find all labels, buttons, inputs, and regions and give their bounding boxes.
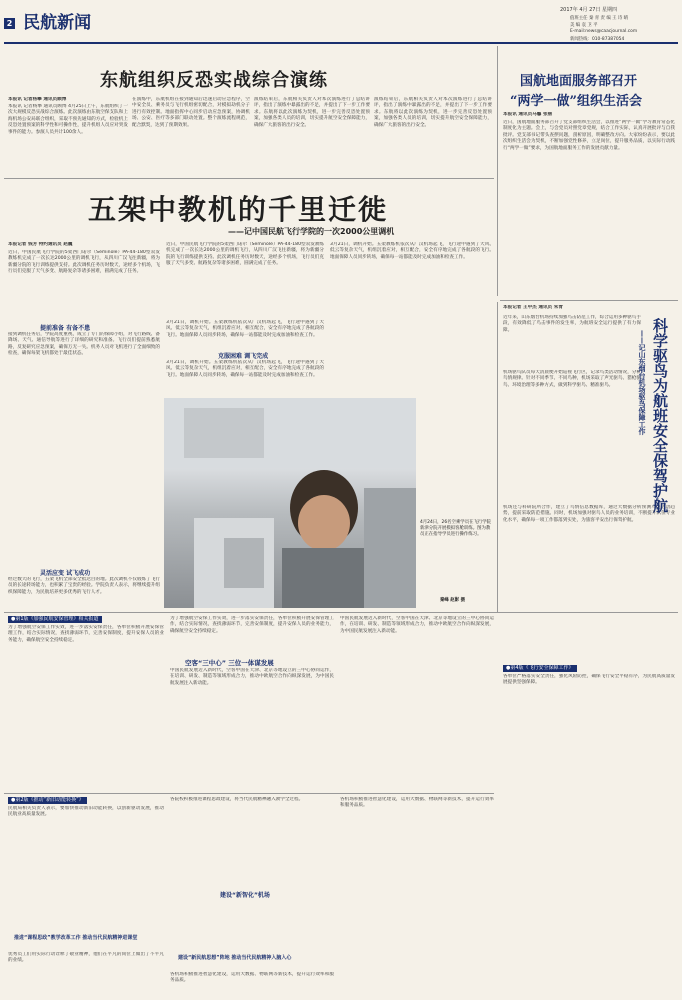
drill-byline: 本报讯 记者杨攀 通讯员顾博 (8, 97, 67, 102)
feature-sub3-body: 经过数天的飞行，五架飞机全部安全抵达目的地。此次调机不仅锻炼了飞行员的长途转场能力，也积累了宝贵的经验。学院负责人表示，将继续提升组织保障能力，为民航培养更多优秀的飞行人才。 (8, 577, 160, 595)
box2-body: 民航局相关负责人表示，要加快推动新旧动能转换，以创新驱动发展，推动民航业高质量发展。 (8, 806, 164, 818)
sci-subheadline: ——记山东烟台机场驱鸟保障工作 (638, 330, 646, 435)
feature-byline: 本报记者 钱芳 特约通讯员 赵巍 (8, 242, 73, 247)
divider-vertical-right (497, 46, 498, 296)
mid-col2: 中国民航发展迈入新时代，空客中国在天津、北京等地设立的三中心协同运作，在培训、研发、制造等领域形成合力，推动中欧航空合作向纵深发展，为中国民航发展注入新动能。 (340, 616, 494, 634)
divider-vertical-mid (497, 302, 498, 612)
bottom-center-body: 各院校积极推进课程思政建设，将当代民航精神融入教学全过程。 (170, 797, 304, 802)
box-right-body: 各单位严格落实安全责任，强化风险防控，确保飞行安全平稳有序，为民航高质量发展提供坚强保障。 (503, 674, 675, 686)
page-number-badge: 2 (4, 18, 15, 29)
bottom-left-body: 优秀员工们用实际行动诠释了敬业精神，他们在平凡的岗位上做出了不平凡的业绩。 (8, 952, 164, 964)
feature-headline: 五架中教机的千里迁徙 (88, 193, 389, 226)
mid-subhead-1: 空客“三中心” 三位一体谋发展 (185, 659, 274, 667)
photo-illustration (164, 398, 416, 608)
feature-top-rule (4, 178, 494, 179)
bottom-col3: 各机场积极推进智慧化建设，运用大数据、物联网等新技术，提升运行效率和服务品质。 (340, 797, 494, 809)
feature-subtitle: ——记中国民航飞行学院的一次2000公里调机 (228, 227, 395, 236)
gov-bottom-rule (500, 300, 678, 301)
bottom-center-subhead-1: 建设“新智化”机场 (220, 892, 270, 899)
sci-body-1: 近年来，山东烟台机场持续加强鸟击防范工作，综合运用多种驱鸟手段，有效降低了鸟击事件的发生率，为航班安全运行提供了有力保障。 (503, 315, 641, 333)
sci-headline: 科学驱鸟为航班安全保驾护航 (651, 318, 669, 513)
header-rule (4, 42, 678, 44)
sci-byline: 本报记者 王中杰 通讯员 朱青 (503, 305, 563, 310)
drill-body-col4: 演练结束后，东航相关负责人对本次演练进行了总结讲评，指出了演练中暴露出的不足，并提出了下一步工作要求。东航将以此次演练为契机，进一步完善反恐处置预案，加强各类人员的培训，切实提升航空安全保障能力，确保广大旅客的出行安全。 (374, 97, 492, 128)
staff-line-2: 美 编 袁 卫 平 (570, 23, 598, 28)
box1-body: 为了增强航空安保工作实效，进一步落实安保责任，各单位积极开展安保管理工作，结合实际情况，查找薄弱环节，完善安保制度，提升安保人员的业务能力，确保航空安全持续稳定。 (8, 625, 164, 643)
bottom-center-body-2: 各机场积极推进智慧化建设，运用大数据、物联网等新技术，提升运行效率和服务品质。 (170, 972, 334, 984)
contact-line-1: E-mail:news@caacjournal.com (570, 29, 638, 34)
feature-col3-top: 3月21日，调机开始。五架教练机依次从广汉机场起飞，飞行途中遇到了大风、低云等复杂天气，机组沉着应对，相互配合，安全有序地完成了各航段的飞行。地面保障人员同步转场，确保每一站都能及时完成加油和检查工作。 (330, 242, 494, 260)
feature-col2-top: 近日，中国民航飞行学院的5架西门诺尔（Seminole）PA-44-180型双发教练机完成了一次长达2000公里的调机飞行，从四川广汉飞往新疆，将为新疆分院的飞行训练提供支持。此次调机任务历时数天，途经多个机场，飞行员们克服了天气多变、航路复杂等诸多困难，圆满完成了任务。 (166, 242, 324, 267)
box1-header: ●第1版《加强民航安保管理》相关报道 (8, 616, 102, 623)
mid-body-1: 中国民航发展迈入新时代，空客中国在天津、北京等地设立的三中心协同运作，在培训、研发、制造等领域形成合力，推动中欧航空合作向纵深发展，为中国民航发展注入新动能。 (170, 668, 334, 686)
sci-body-2: 机场驱鸟队员每天清晨便开始巡视飞行区，记录鸟类活动情况，分析鸟情规律。针对不同季节、不同鸟种，机场采取了声光驱鸟、猎枪驱鸟、环境治理等多种方式，做到科学驱鸟、精准驱鸟。 (503, 370, 641, 388)
lower-rule (4, 793, 494, 794)
drill-body-col2: 在演练中，东航机组在接到通知后迅速启动应急程序，空中安全员、乘务员与飞行机组密切配合，对模拟劫机分子进行有效控制。地面指挥中心同步启动应急预案，协调机场、公安、医疗等多部门联动处置。整个演练流程规范，配合默契，达到了预期效果。 (132, 97, 250, 128)
box-right-header: ●第4版《飞行安全保障工作》 (503, 665, 577, 672)
drill-body-col1: 本报讯 记者杨攀 通讯员顾博 4月25日上午，东航组织了一次大规模反恐实战综合演练。此次演练由东航空保支队和上海机场公安局联合组织，采取不预先通知的方式，检验机上反恐处置预案的科学性和可操作性，提升机组人员应对突发事件的能力。参演人员共计100余人。 (8, 104, 128, 135)
box2-header: ●第2版《推动“新旧动能转换”》 (8, 797, 87, 804)
gov-headline-1: 国航地面服务部召开 (520, 74, 638, 89)
sci-body-3: 机场还与科研院所合作，建立了鸟情信息数据库，通过大数据分析预测鸟类活动趋势，提前采取防范措施。同时，机场加强对驱鸟人员的业务培训，不断提升队伍专业化水平，确保每一项工作都落到实处，为旅客平安出行保驾护航。 (503, 505, 675, 523)
date-line: 2017年 4月 27日 星期四 (560, 7, 618, 13)
drill-body-col3: 演练结束后，东航相关负责人对本次演练进行了总结讲评，指出了演练中暴露出的不足，并提出了下一步工作要求。东航将以此次演练为契机，进一步完善反恐处置预案，加强各类人员的培训，切实提升航空安全保障能力，确保广大旅客的出行安全。 (254, 97, 370, 128)
mid-intro: 为了增强航空安保工作实效，进一步落实安保责任，各单位积极开展安保管理工作，结合实际情况，查找薄弱环节，完善安保制度，提升安保人员的业务能力，确保航空安全持续稳定。 (170, 616, 334, 634)
feature-col2-mid: 3月21日，调机开始。五架教练机依次从广汉机场起飞，飞行途中遇到了大风、低云等复杂天气，机组沉着应对，相互配合，安全有序地完成了各航段的飞行。地面保障人员同步转场，确保每一站都能及时完成加油和检查工作。 (166, 360, 324, 378)
section-title: 民航新闻 (23, 13, 92, 33)
feature-subhead-2: 克服困难 调飞完成 (218, 353, 269, 360)
gov-body: 近日，国航地面服务部召开了党支部组织生活会，以推进“两学一做”学习教育常态化制度化为主题。会上，与会党员对照党章党规，结合工作实际，认真开展批评与自我批评。党支部书记带头查摆问题，剖析原因，明确整改方向。大家纷纷表示，要以此次组织生活会为契机，不断加强党性修养，立足岗位，提升服务品质，以实际行动践行“两学一做”要求，为国航地面服务工作的发展贡献力量。 (503, 120, 675, 151)
feature-photo (164, 398, 416, 608)
bottom-center-subhead-2: 建设“新民航思想”阵地 推动当代民航精神入脑入心 (178, 955, 292, 961)
photo-caption: 4月24日，26名空乘学员在飞行学院新津分院开展模拟客舱训练。图为教员正在指导学员进行操作练习。 (420, 520, 492, 537)
drill-headline: 东航组织反恐实战综合演练 (100, 70, 328, 91)
feature-sub1-body: 接到调机任务后，学院高度重视，成立了专门的保障小组，对飞行路线、备降场、天气、通信导航等进行了详细的研究和准备。飞行员们提前熟悉航路，反复研究应急预案，确保万无一失。机务人员对飞机进行了全面细致的检查，确保每架飞机都处于最佳状态。 (8, 332, 160, 357)
feature-subhead-3: 灵活应变 试飞成功 (40, 570, 91, 577)
staff-line-1: 值班主任 秦 青 责 编 王 诗 晴 (570, 16, 629, 21)
photo-credit: 秦峰 赵影 摄 (440, 598, 466, 603)
bottom-section-rule (4, 612, 678, 613)
contact-line-2: 新闻热线：010-87387054 (570, 37, 625, 42)
feature-subhead-1: 提前准备 有备不患 (40, 325, 91, 332)
gov-headline-2: “两学一做”组织生活会 (510, 94, 642, 109)
feature-lead: 近日，中国民航飞行学院的5架西门诺尔（Seminole）PA-44-180型双发教练机完成了一次长达2000公里的调机飞行，从四川广汉飞往新疆，将为新疆分院的飞行训练提供支持。此次调机任务历时数天，途经多个机场，飞行员们克服了天气多变、航路复杂等诸多困难，圆满完成了任务。 (8, 250, 160, 275)
gov-byline: 本报讯 通讯员马馨 张丽 (503, 112, 553, 117)
feature-sub2-body: 3月21日，调机开始。五架教练机依次从广汉机场起飞，飞行途中遇到了大风、低云等复杂天气，机组沉着应对，相互配合，安全有序地完成了各航段的飞行。地面保障人员同步转场，确保每一站都能及时完成加油和检查工作。 (166, 320, 324, 338)
bottom-left-subhead: 推进“课程思政”教学改革工作 推动当代民航精神进课堂 (14, 935, 138, 941)
